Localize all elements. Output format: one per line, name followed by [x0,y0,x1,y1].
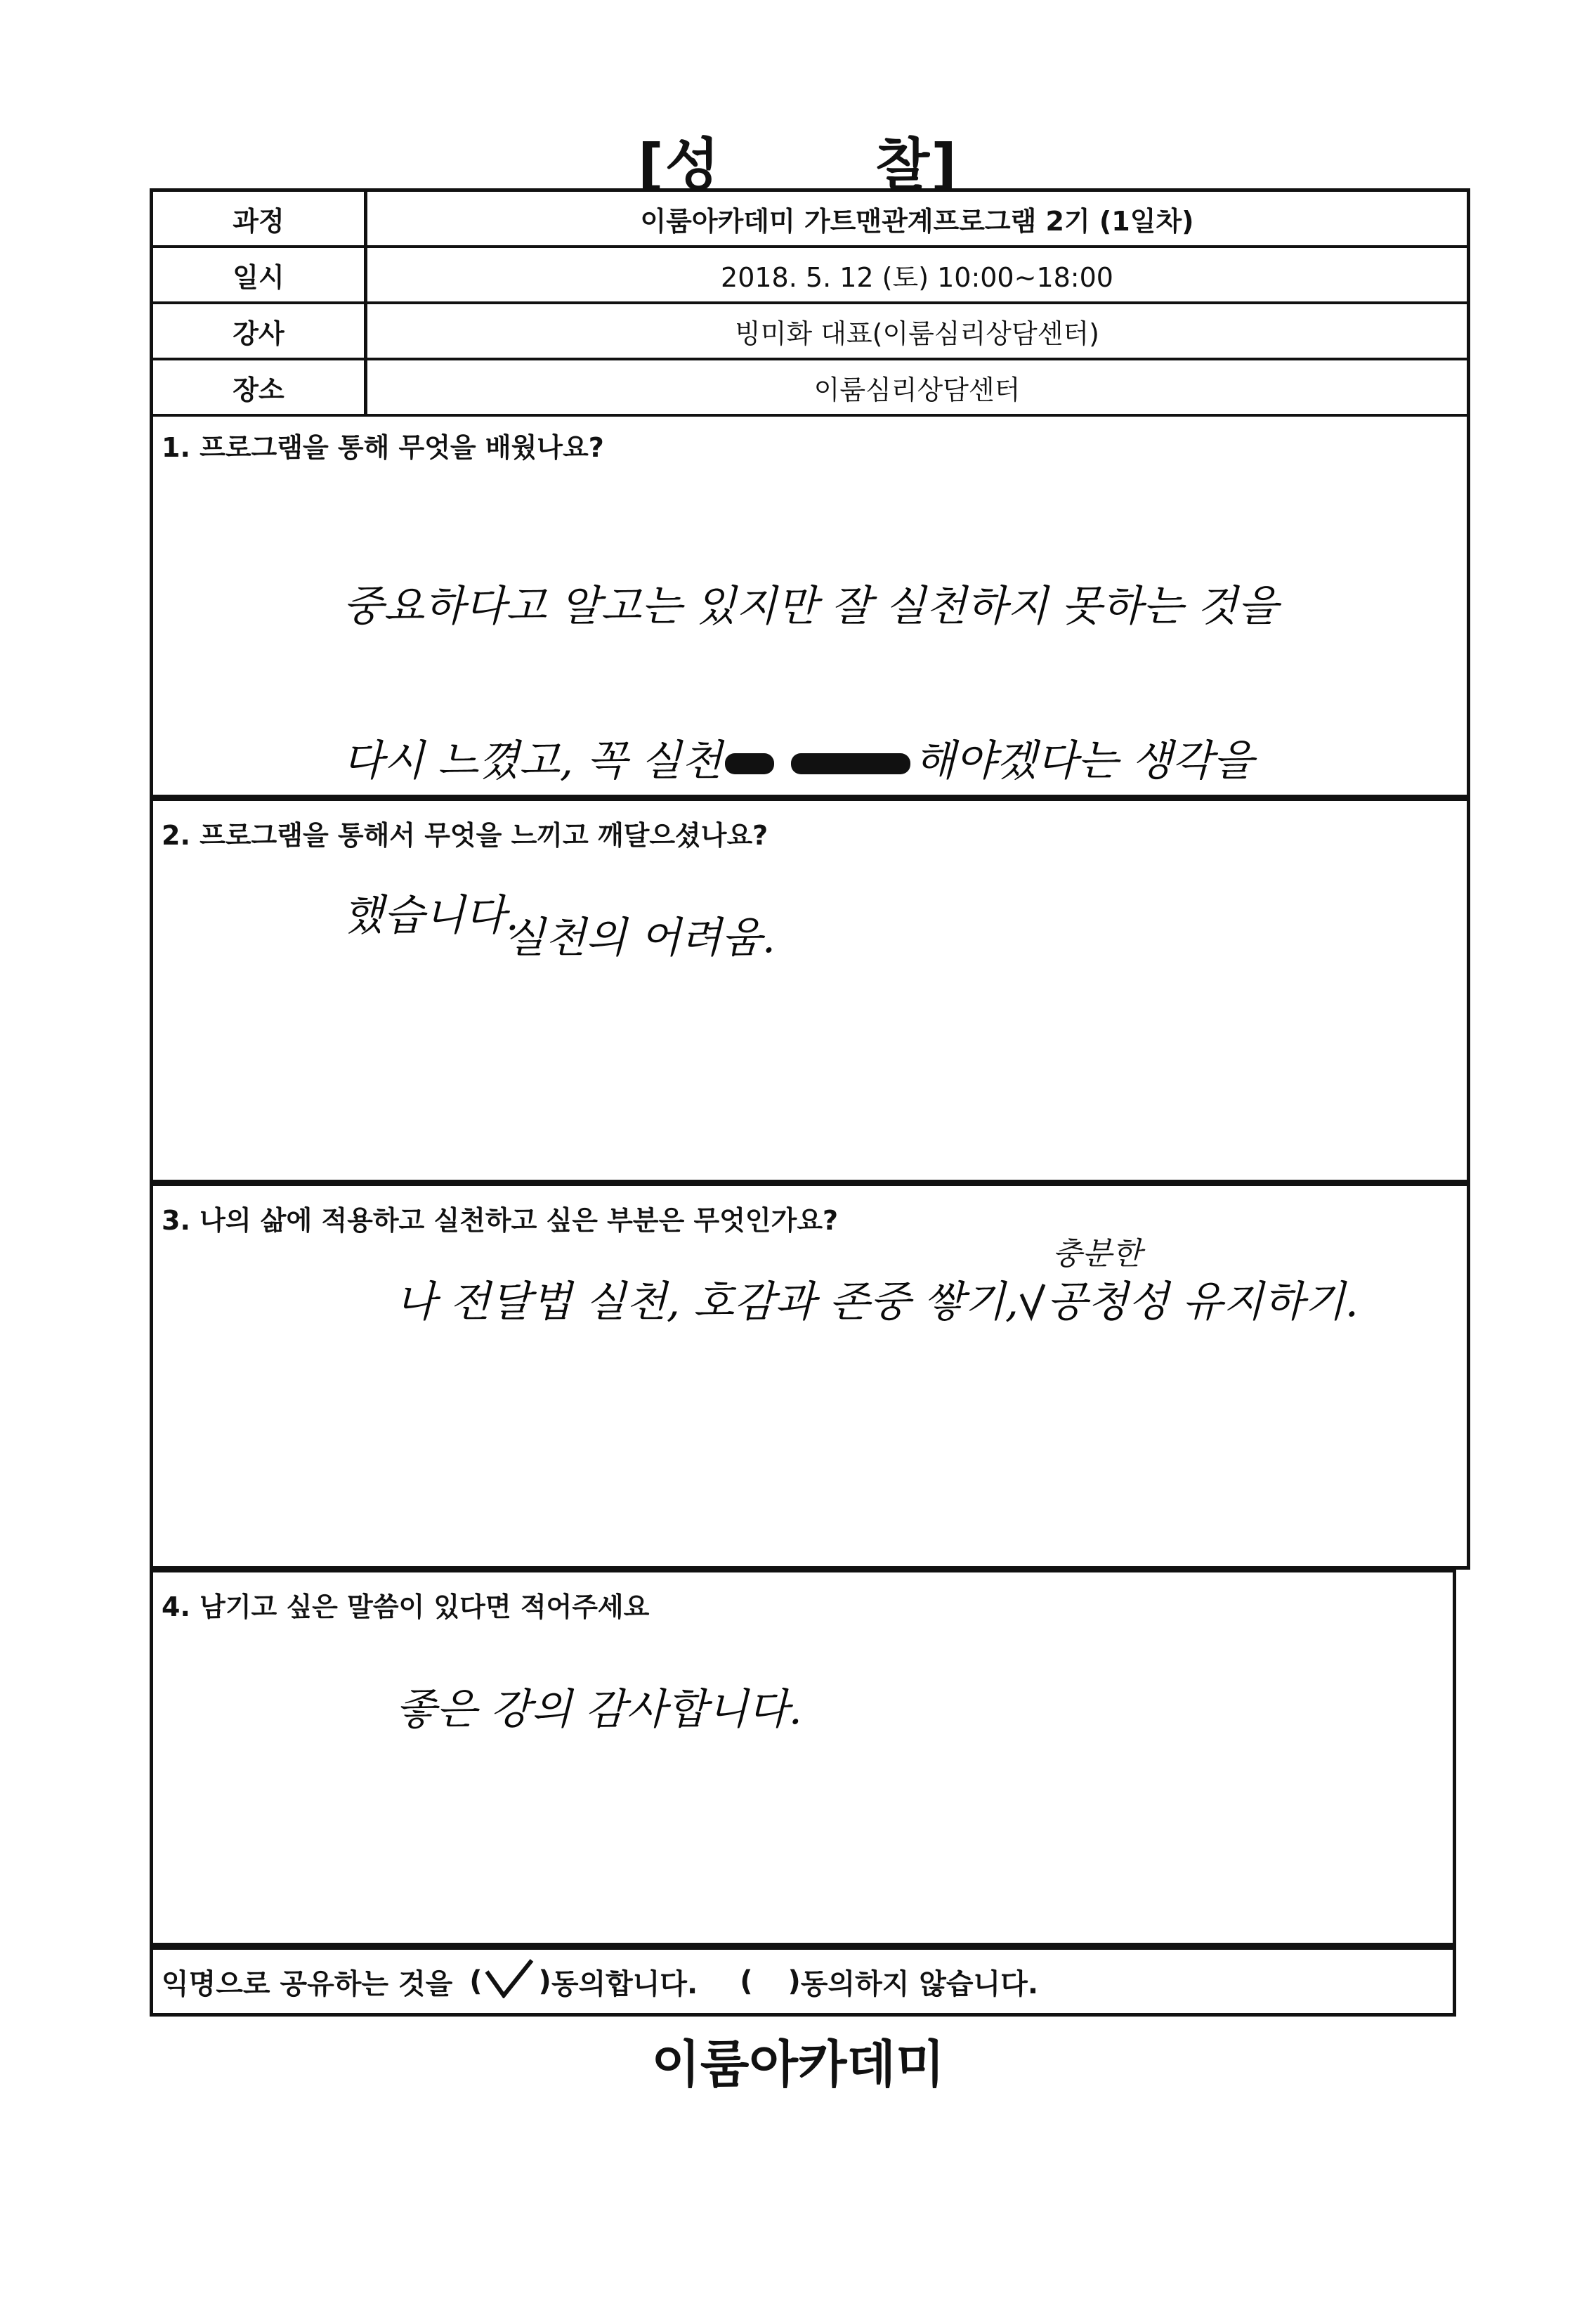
answer-1-line-2 [343,722,1278,800]
info-label: 강사 [153,304,367,358]
info-table [150,188,1470,417]
answer-1-line-3: 했습니다. [343,891,519,940]
consent-lead: 익명으로 공유하는 것을 [162,1967,453,2000]
info-row-venue [153,360,1467,417]
redaction-mark [791,753,910,774]
answer-3-main: 나 전달법 실천, 호감과 존중 쌓기, [395,1277,1019,1327]
question-section-4 [150,1570,1456,1946]
question-4-text: 4. 남기고 싶은 말씀이 있다면 적어주세요 [162,1591,650,1622]
redaction-mark [725,753,774,774]
consent-row: 익명으로 공유하는 것을 ( ) 동의합니다. ( ) 동의하지 않습니다. [150,1946,1456,2017]
question-1-text: 1. 프로그램을 통해 무엇을 배웠나요? [162,432,604,463]
info-value-instructor: 빙미화 대표(이룸심리상담센터) [735,318,1099,349]
answer-3-inserted-word: 충분한 [1052,1236,1142,1272]
answer-3 [395,1263,1359,1341]
info-row-date [153,248,1467,304]
question-section-3 [150,1183,1470,1570]
info-value-course: 이룸아카데미 가트맨관계프로그램 2기 (1일차) [640,205,1194,237]
answer-1-line-1: 중요하다고 알고는 있지만 잘 실천하지 못하는 것을 [343,582,1278,631]
footer-org: 이룸아카데미 [651,2035,945,2094]
title-right: 찰] [875,132,958,197]
answer-2: 실천의 어려움. [504,913,776,963]
answer-3-tail: 공청성 유지하기. [1047,1277,1359,1327]
question-section-2 [150,798,1470,1183]
answer-1-line-2b: 해야겠다는 생각을 [914,736,1254,786]
insert-caret-icon [1019,1263,1047,1341]
question-2-text: 2. 프로그램을 통해서 무엇을 느끼고 깨달으셨나요? [162,820,768,851]
disagree-checkbox[interactable] [753,1960,788,2002]
question-3-text: 3. 나의 삶에 적용하고 실천하고 싶은 부분은 무엇인가요? [162,1205,839,1236]
info-row-course [153,192,1467,248]
info-label: 일시 [153,248,367,301]
info-value-venue: 이룸심리상담센터 [813,374,1021,405]
answer-4: 좋은 강의 감사합니다. [395,1685,802,1734]
consent-agree-label: 동의합니다. [551,1967,698,2000]
info-row-instructor [153,304,1467,360]
info-label: 과정 [153,192,367,245]
answer-1-line-2a: 다시 느꼈고, 꼭 실천 [343,736,722,786]
consent-disagree-label: 동의하지 않습니다. [800,1967,1039,2000]
info-label: 장소 [153,360,367,414]
info-value-date: 2018. 5. 12 (토) 10:00~18:00 [721,261,1113,293]
check-icon [483,1956,539,1998]
agree-checkbox[interactable] [483,1960,539,2002]
title-left: [성 [638,132,721,197]
